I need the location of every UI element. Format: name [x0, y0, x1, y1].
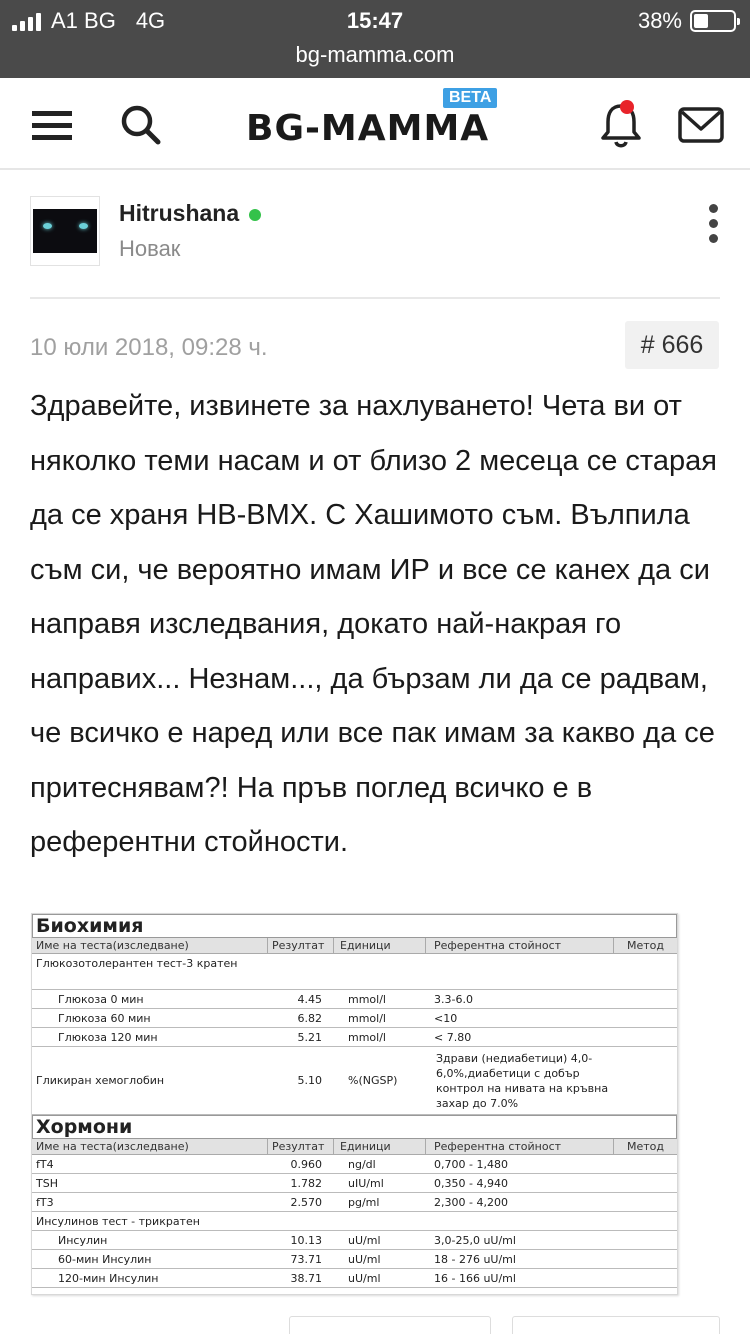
cell-unit: uU/ml: [348, 1253, 381, 1266]
table-row: [32, 990, 677, 1009]
author-rank: Новак: [119, 236, 181, 261]
battery-fill: [694, 14, 708, 28]
cell-result: 4.45: [297, 993, 322, 1006]
reply-button[interactable]: [289, 1316, 491, 1334]
post-number-badge[interactable]: # 666: [625, 321, 719, 369]
cell-unit: mmol/l: [348, 993, 386, 1006]
cell-name: 60-мин Инсулин: [58, 1253, 152, 1266]
cell-result: 5.10: [297, 1074, 322, 1087]
col-result: Резултат: [268, 938, 334, 953]
cell-ref: 18 - 276 uU/ml: [434, 1253, 516, 1266]
table-header: [32, 1139, 677, 1155]
beta-badge: BETA: [443, 88, 497, 108]
cell-name: fT3: [36, 1196, 54, 1209]
table-row: [32, 1028, 677, 1047]
cell-ref: 2,300 - 4,200: [434, 1196, 508, 1209]
bell-button[interactable]: [598, 100, 644, 150]
cell-unit: mmol/l: [348, 1031, 386, 1044]
cell-result: 10.13: [290, 1234, 322, 1247]
cell-ref: Здрави (недиабетици) 4,0-6,0%,диабетици с добър контрол на нивата на кръвна захар до 7.0%: [436, 1052, 609, 1110]
status-time: 15:47: [346, 8, 404, 33]
cell-ref: 0,700 - 1,480: [434, 1158, 508, 1171]
app-header: [0, 78, 750, 170]
cell-name: Глюкозотолерантен тест-3 кратен: [36, 957, 238, 970]
table-row: [32, 1231, 677, 1250]
more-options-icon[interactable]: [702, 204, 724, 248]
mail-icon[interactable]: [678, 102, 724, 148]
table-row: [32, 1269, 677, 1288]
cell-unit: uIU/ml: [348, 1177, 384, 1190]
cell-unit: %(NGSP): [348, 1074, 398, 1087]
cell-result: 1.782: [290, 1177, 322, 1190]
cell-name: Инсулинов тест - трикратен: [36, 1215, 200, 1228]
col-unit: Единици: [334, 1139, 426, 1154]
col-unit: Единици: [334, 938, 426, 953]
cell-ref: 3.3-6.0: [434, 993, 473, 1006]
section-title: Хормони: [32, 1115, 677, 1139]
cell-ref: < 7.80: [434, 1031, 472, 1044]
cell-name: TSH: [36, 1177, 58, 1190]
cell-name: fT4: [36, 1158, 54, 1171]
cell-result: 5.21: [297, 1031, 322, 1044]
cell-unit: mmol/l: [348, 1012, 386, 1025]
carrier-label: A1 BG: [51, 8, 116, 33]
cell-unit: uU/ml: [348, 1234, 381, 1247]
cell-name: 120-мин Инсулин: [58, 1272, 159, 1285]
avatar[interactable]: [30, 196, 100, 266]
cell-name: Гликиран хемоглобин: [36, 1074, 165, 1087]
table-row: [32, 1047, 677, 1115]
table-row: [32, 1250, 677, 1269]
table-row: [32, 1174, 677, 1193]
cell-unit: uU/ml: [348, 1272, 381, 1285]
cell-result: 73.71: [290, 1253, 322, 1266]
url-bar[interactable]: bg-mamma.com: [0, 40, 750, 78]
table-header: [32, 938, 677, 954]
table-row: [32, 1009, 677, 1028]
divider: [30, 297, 720, 299]
cell-ref: 3,0-25,0 uU/ml: [434, 1234, 516, 1247]
network-label: 4G: [135, 8, 166, 33]
col-name: Име на теста(изследване): [32, 938, 268, 953]
col-method: Метод: [626, 1140, 664, 1153]
cell-result: 6.82: [297, 1012, 322, 1025]
cell-ref: 16 - 166 uU/ml: [434, 1272, 516, 1285]
cell-unit: pg/ml: [348, 1196, 380, 1209]
section-title: Биохимия: [32, 914, 677, 938]
search-icon[interactable]: [118, 102, 164, 148]
table-row: [32, 1212, 677, 1231]
col-result: Резултат: [268, 1139, 334, 1154]
cell-name: Инсулин: [58, 1234, 108, 1247]
cell-unit: ng/dl: [348, 1158, 376, 1171]
quote-button[interactable]: [512, 1316, 720, 1334]
col-ref: Референтна стойност: [426, 1139, 614, 1154]
menu-icon[interactable]: [30, 102, 76, 148]
battery-percent: 38%: [637, 8, 682, 33]
status-bar: [0, 0, 750, 40]
cell-name: Глюкоза 0 мин: [58, 993, 144, 1006]
lab-results-image[interactable]: [31, 913, 678, 1295]
cell-result: 38.71: [290, 1272, 322, 1285]
table-row: [32, 1155, 677, 1174]
author-name-text: Hitrushana: [119, 200, 240, 226]
cell-result: 0.960: [290, 1158, 322, 1171]
cell-result: 2.570: [290, 1196, 322, 1209]
author-name[interactable]: [119, 200, 261, 227]
post-date: 10 юли 2018, 09:28 ч.: [30, 334, 268, 361]
site-logo[interactable]: BG-MAMMA: [246, 108, 490, 149]
cell-name: Глюкоза 120 мин: [58, 1031, 158, 1044]
post-body: Здравейте, извинете за нахлуването! Чета ви от няколко теми насам и от близо 2 месеца се старая да се храня НВ-ВМХ. С Хашимото съм. Вълпила съм си, че вероятно имам ИР и все се канех да си направя изследвания, докато най-накрая го направих... Незнам..., да бързам ли да се радвам, че всичко е наред или все пак имам за какво да се притеснявам?! На пръв поглед всичко е в референтни стойности.: [30, 390, 717, 858]
col-method: Метод: [626, 939, 664, 952]
status-right: [638, 8, 736, 34]
notification-dot: [620, 100, 634, 114]
table-row: [32, 1193, 677, 1212]
cell-ref: <10: [434, 1012, 458, 1025]
cell-name: Глюкоза 60 мин: [58, 1012, 151, 1025]
battery-icon: [690, 10, 736, 32]
avatar-image: [33, 209, 97, 253]
table-row: [32, 954, 677, 990]
online-status-icon: [249, 209, 261, 221]
cell-ref: 0,350 - 4,940: [434, 1177, 508, 1190]
col-name: Име на теста(изследване): [32, 1139, 268, 1154]
col-ref: Референтна стойност: [426, 938, 614, 953]
